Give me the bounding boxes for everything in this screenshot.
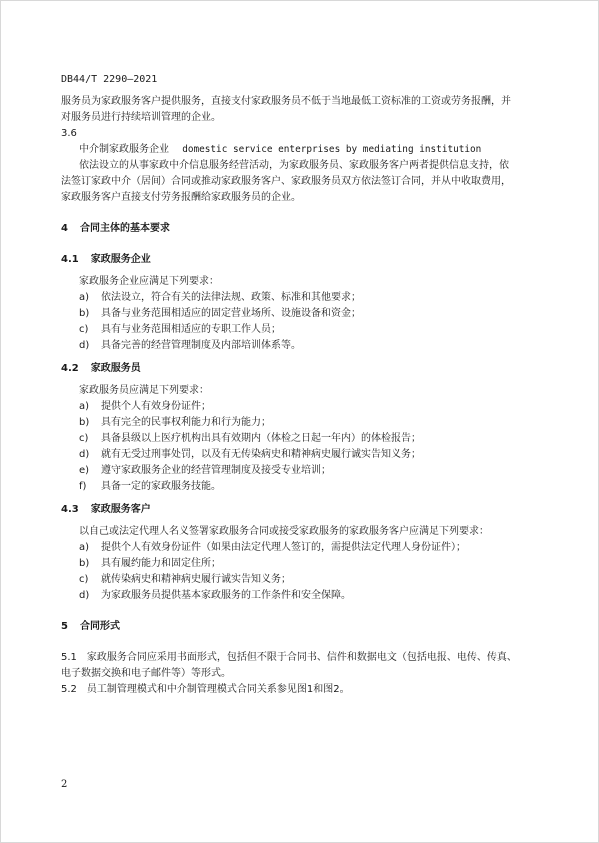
subsection-number: 4.2 xyxy=(61,363,79,374)
list-marker: a) xyxy=(79,401,90,412)
requirement-intro: 家政服务员应满足下列要求： xyxy=(79,385,209,396)
list-item xyxy=(79,400,211,414)
subsection-title: 家政服务客户 xyxy=(90,504,151,515)
list-marker: d) xyxy=(79,449,90,460)
list-marker: e) xyxy=(79,465,90,476)
clause-5-2 xyxy=(61,683,350,697)
list-item xyxy=(79,557,221,571)
clause-5-1 xyxy=(61,651,517,665)
subsection-heading-4-2 xyxy=(61,362,141,376)
section-heading-4 xyxy=(61,222,170,236)
definition-line: 依法设立的从事家政中介信息服务经营活动，为家政服务员、家政服务客户两者提供信息支持，依 xyxy=(79,160,509,171)
list-item-text: 具备一定的家政服务技能。 xyxy=(101,481,221,492)
list-item-text: 提供个人有效身份证件； xyxy=(101,401,211,412)
subsection-number: 4.3 xyxy=(61,504,79,515)
clause-text-line: 电子数据交换和电子邮件等）等形式。 xyxy=(61,668,231,679)
clause-text: 家政服务合同应采用书面形式，包括但不限于合同书、信件和数据电文（包括电报、电传、传真、 xyxy=(86,652,517,663)
list-marker: c) xyxy=(79,574,89,585)
clause-number-3-6: 3.6 xyxy=(61,128,77,139)
list-item-text: 就传染病史和精神病史履行诚实告知义务； xyxy=(101,574,291,585)
clause-text: 员工制管理模式和中介制管理模式合同关系参见图1和图2。 xyxy=(86,684,350,695)
term-title xyxy=(79,143,481,157)
list-item-text: 具备与业务范围相适应的固定营业场所、设施设备和资金； xyxy=(101,308,361,319)
list-item xyxy=(79,291,361,305)
list-item xyxy=(79,541,466,555)
page-number: 2 xyxy=(61,779,68,790)
list-marker: b) xyxy=(79,417,90,428)
list-item xyxy=(79,480,221,494)
subsection-number: 4.1 xyxy=(61,254,79,265)
list-item-text: 为家政服务员提供基本家政服务的工作条件和安全保障。 xyxy=(101,590,351,601)
list-item-text: 遵守家政服务企业的经营管理制度及接受专业培训； xyxy=(101,465,331,476)
subsection-title: 家政服务企业 xyxy=(90,254,151,265)
list-item-text: 具有完全的民事权利能力和行为能力； xyxy=(101,417,271,428)
list-item xyxy=(79,323,281,337)
list-item xyxy=(79,589,351,603)
list-item-text: 具有履约能力和固定住所； xyxy=(101,558,221,569)
list-marker: c) xyxy=(79,324,89,335)
requirement-intro: 家政服务企业应满足下列要求： xyxy=(79,276,219,287)
list-item xyxy=(79,432,421,446)
paragraph-line: 对服务员进行持续培训管理的企业。 xyxy=(61,112,221,123)
list-marker: a) xyxy=(79,292,90,303)
list-item-text: 具备县级以上医疗机构出具有效期内（体检之日起一年内）的体检报告； xyxy=(101,433,421,444)
subsection-heading-4-1 xyxy=(61,253,151,267)
list-item xyxy=(79,416,271,430)
list-marker: b) xyxy=(79,308,90,319)
document-code: DB44/T 2290—2021 xyxy=(61,74,158,85)
list-item xyxy=(79,339,301,353)
list-marker: d) xyxy=(79,590,90,601)
clause-number: 5.1 xyxy=(61,652,77,663)
list-item-text: 具有与业务范围相适应的专职工作人员； xyxy=(101,324,281,335)
paragraph-line: 服务员为家政服务客户提供服务，直接支付家政服务员不低于当地最低工资标准的工资或劳务报酬，并 xyxy=(61,96,511,107)
list-marker: f) xyxy=(79,481,87,492)
list-item-text: 具备完善的经营管理制度及内部培训体系等。 xyxy=(101,340,301,351)
term-chinese: 中介制家政服务企业 xyxy=(79,144,169,155)
section-number: 5 xyxy=(61,621,68,632)
subsection-title: 家政服务员 xyxy=(90,363,141,374)
section-heading-5 xyxy=(61,620,120,634)
list-item xyxy=(79,464,331,478)
term-english: domestic service enterprises by mediating institution xyxy=(182,144,482,155)
section-title: 合同主体的基本要求 xyxy=(79,223,170,234)
list-marker: d) xyxy=(79,340,90,351)
section-number: 4 xyxy=(61,223,68,234)
definition-line: 家政服务客户直接支付劳务报酬给家政服务员的企业。 xyxy=(61,192,301,203)
list-item xyxy=(79,573,291,587)
list-marker: b) xyxy=(79,558,90,569)
requirement-intro: 以自己或法定代理人名义签署家政服务合同或接受家政服务的家政服务客户应满足下列要求： xyxy=(79,526,489,537)
list-item-text: 就有无受过刑事处罚，以及有无传染病史和精神病史履行诚实告知义务； xyxy=(101,449,421,460)
list-marker: a) xyxy=(79,542,90,553)
definition-line: 法签订家政中介（居间）合同或推动家政服务客户、家政服务员双方依法签订合同，并从中收取费用， xyxy=(61,176,511,187)
list-item xyxy=(79,448,421,462)
subsection-heading-4-3 xyxy=(61,503,151,517)
list-item-text: 依法设立，符合有关的法律法规、政策、标准和其他要求； xyxy=(101,292,361,303)
clause-number: 5.2 xyxy=(61,684,77,695)
section-title: 合同形式 xyxy=(79,621,120,632)
list-item-text: 提供个人有效身份证件（如果由法定代理人签订的，需提供法定代理人身份证件）； xyxy=(101,542,466,553)
list-item xyxy=(79,307,361,321)
list-marker: c) xyxy=(79,433,89,444)
